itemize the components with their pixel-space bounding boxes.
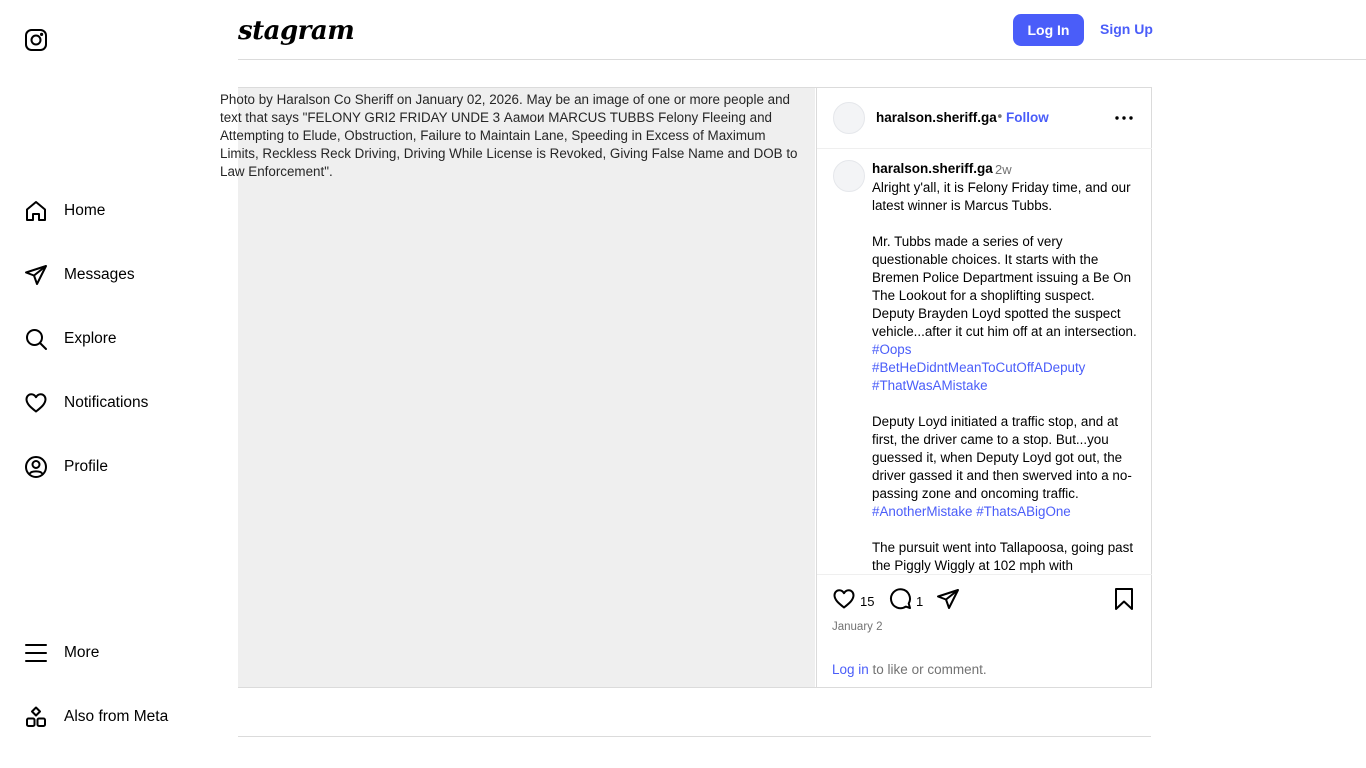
sidebar-item-more[interactable] <box>12 629 222 677</box>
caption-text <box>872 179 1138 575</box>
post-header <box>817 88 1152 149</box>
sidebar-item-profile[interactable] <box>12 443 222 491</box>
signup-link[interactable]: Sign Up <box>1100 21 1153 37</box>
home-icon <box>24 199 48 223</box>
like-count: 15 <box>860 593 875 609</box>
hashtag[interactable]: #AnotherMistake <box>872 504 973 519</box>
meta-apps-icon <box>24 705 48 729</box>
sidebar-item-messages[interactable] <box>12 251 222 299</box>
image-alt-text: Photo by Haralson Co Sheriff on January 02, 2026. May be an image of one or more people and text that says "FELONY GRI2 FRIDAY UNDE 3 Аамои MARCUS TUBBS Felony Fleeing and Attempting to Elude, Obstruction, Failure to Maintain Lane, Speeding in Excess of Maximum Limits, Reckless Reck Driving, Driving While License is Revoked, Giving False Name and DOB to Law Enforcement". <box>220 92 798 179</box>
sidebar-item-label: Profile <box>64 458 108 475</box>
comment-action[interactable] <box>888 589 923 613</box>
instagram-icon[interactable] <box>24 28 48 52</box>
caption-paragraph: Mr. Tubbs made a series of very questionable choices. It starts with the Bremen Police Department issuing a Be On The Lookout for a shoplifting suspect. Deputy Brayden Loyd spotted the suspect vehicle...after it cut him off at an intersection. <box>872 234 1137 339</box>
menu-icon <box>24 641 48 665</box>
post-side-panel <box>816 88 1151 687</box>
hashtag[interactable]: #BetHeDidntMeanToCutOffADeputy <box>872 360 1086 375</box>
comment-icon[interactable] <box>888 587 912 615</box>
share-action[interactable] <box>936 589 960 613</box>
search-icon <box>24 327 48 351</box>
sidebar-item-label: Notifications <box>64 394 149 411</box>
sidebar <box>0 0 238 768</box>
profile-icon <box>24 455 48 479</box>
sidebar-item-label: Explore <box>64 330 117 347</box>
sidebar-item-home[interactable] <box>12 187 222 235</box>
instagram-wordmark[interactable]: stagram <box>238 16 355 46</box>
caption-paragraph: Alright y'all, it is Felony Friday time, and our latest winner is Marcus Tubbs. <box>872 180 1135 213</box>
sidebar-item-notifications[interactable] <box>12 379 222 427</box>
comment-count: 1 <box>916 593 924 609</box>
top-header <box>238 0 1366 60</box>
caption-paragraph: Deputy Loyd initiated a traffic stop, and at first, the driver came to a stop. But...you guessed it, when Deputy Loyd got out, the driver gassed it and then swerved into a no-passing zone and oncoming traffic. <box>872 414 1132 501</box>
avatar[interactable] <box>833 160 865 192</box>
avatar[interactable] <box>833 102 865 134</box>
caption-timestamp[interactable]: 2w <box>995 162 1012 177</box>
follow-button[interactable]: Follow <box>1006 110 1049 125</box>
caption-username[interactable]: haralson.sheriff.ga <box>872 161 993 176</box>
caption-area <box>817 150 1152 574</box>
sidebar-item-label: Messages <box>64 266 135 283</box>
login-button[interactable]: Log In <box>1013 14 1084 46</box>
login-prompt <box>832 662 987 677</box>
post-media[interactable] <box>220 88 815 687</box>
hashtag[interactable]: #ThatsABigOne <box>976 504 1071 519</box>
sidebar-item-label: Also from Meta <box>64 708 169 725</box>
hashtag[interactable]: #Oops <box>872 342 912 357</box>
post-actions <box>817 574 1152 687</box>
post-date[interactable]: January 2 <box>832 621 883 633</box>
heart-icon <box>24 391 48 415</box>
more-options-icon[interactable] <box>1113 108 1135 128</box>
share-icon[interactable] <box>936 587 960 615</box>
save-action[interactable] <box>1113 589 1135 613</box>
sidebar-item-explore[interactable] <box>12 315 222 363</box>
sidebar-item-label: More <box>64 644 100 661</box>
login-link[interactable]: Log in <box>832 662 869 677</box>
sidebar-item-label: Home <box>64 202 106 219</box>
post-container <box>220 87 1152 688</box>
separator-dot: • <box>996 110 1004 125</box>
hashtag[interactable]: #ThatWasAMistake <box>872 378 988 393</box>
heart-icon[interactable] <box>832 587 856 615</box>
bookmark-icon[interactable] <box>1113 587 1135 615</box>
login-prompt-text: to like or comment. <box>868 662 987 677</box>
like-action[interactable] <box>832 589 874 613</box>
post-username[interactable]: haralson.sheriff.ga <box>876 110 997 125</box>
messages-icon <box>24 263 48 287</box>
sidebar-item-also-from-meta[interactable] <box>12 693 222 741</box>
caption-paragraph: The pursuit went into Tallapoosa, going past the Piggly Wiggly at 102 mph with <box>872 540 1137 573</box>
divider <box>238 736 1151 737</box>
